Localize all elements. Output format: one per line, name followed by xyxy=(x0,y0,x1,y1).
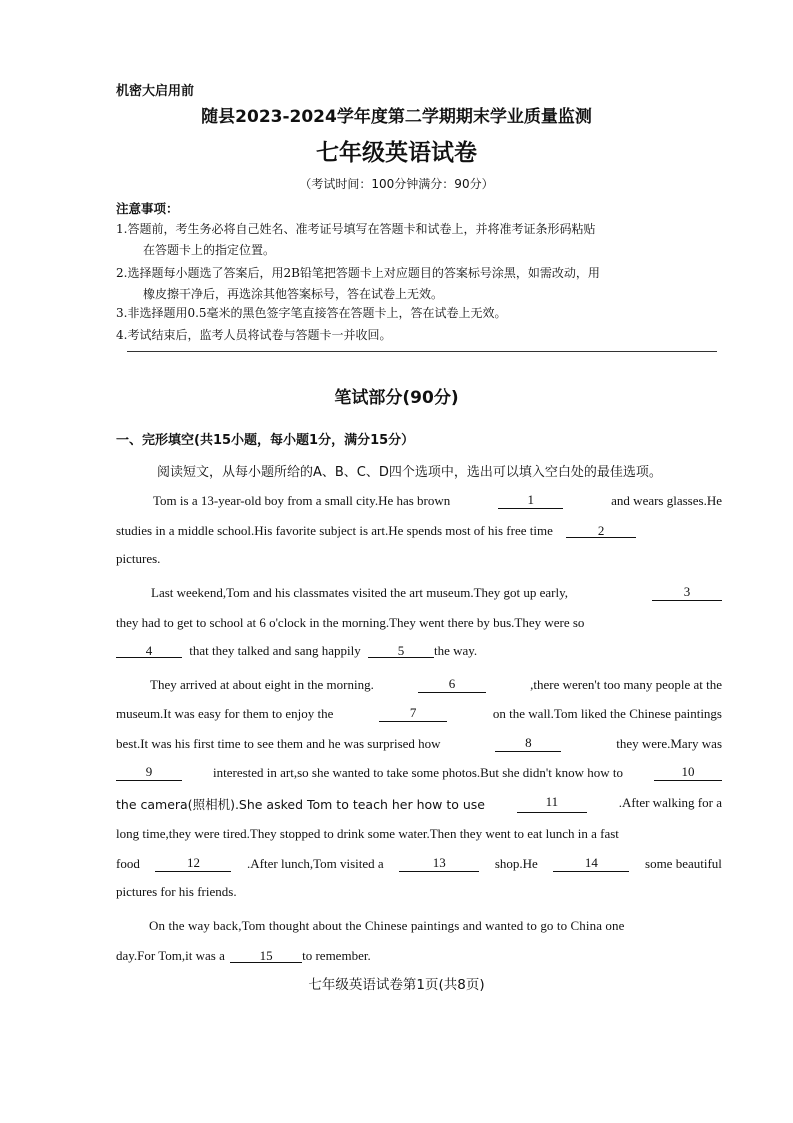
passage-line xyxy=(116,493,722,509)
passage-line xyxy=(116,523,722,539)
passage-line xyxy=(116,948,722,964)
passage-text: some beautiful xyxy=(645,856,722,871)
exam-title: 随县2023-2024学年度第二学期期末学业质量监测 xyxy=(201,107,592,127)
passage-text: studies in a middle school.His favorite subject is art.He spends most of his free time xyxy=(116,523,553,538)
passage-text: Last weekend,Tom and his classmates visited the art museum.They got up early, xyxy=(151,585,569,600)
passage-line xyxy=(116,736,722,752)
passage-text: On the way back,Tom thought about the Chinese paintings and wanted to go to China one xyxy=(149,918,625,933)
blank-13: 13 xyxy=(399,856,479,872)
blank-6: 6 xyxy=(418,677,486,693)
passage-text: pictures. xyxy=(116,551,161,566)
passage-text: to remember. xyxy=(302,948,371,963)
passage-text: they were.Mary was xyxy=(616,736,722,751)
blank-10: 10 xyxy=(654,765,722,781)
blank-11: 11 xyxy=(517,795,587,813)
passage-line xyxy=(116,795,722,813)
passage-text: the way. xyxy=(433,643,478,658)
instruction: 阅读短文，从每小题所给的A、B、C、D四个选项中，选出可以填入空白处的最佳选项。 xyxy=(157,465,662,480)
blank-1: 1 xyxy=(498,493,563,509)
blank-8: 8 xyxy=(495,736,561,752)
blank-3: 3 xyxy=(652,585,722,601)
note-item-2: 2.选择题每小题选了答案后，用2B铅笔把答题卡上对应题目的答案标号涂黑，如需改动，用 xyxy=(116,266,600,280)
note-item-1-cont: 在答题卡上的指定位置。 xyxy=(143,243,276,257)
passage-line xyxy=(116,918,722,934)
passage-line xyxy=(116,551,722,567)
passage-text: pictures for his friends. xyxy=(116,884,237,899)
passage-text: Tom is a 13-year-old boy from a small city.He has brown xyxy=(153,493,451,508)
divider-line xyxy=(127,351,717,352)
notes-title: 注意事项： xyxy=(116,201,179,216)
blank-4: 4 xyxy=(116,644,182,658)
passage-text: museum.It was easy for them to enjoy the xyxy=(116,706,334,721)
passage-text: the camera(照相机).She asked Tom to teach her how to use xyxy=(116,797,485,812)
blank-9: 9 xyxy=(116,765,182,781)
passage-text: shop.He xyxy=(494,856,538,871)
passage-text: they had to get to school at 6 o'clock in the morning.They went there by bus.They were so xyxy=(116,615,585,630)
note-item-4: 4.考试结束后，监考人员将试卷与答题卡一并收回。 xyxy=(116,328,392,342)
passage-line xyxy=(116,585,722,601)
passage-line xyxy=(116,765,722,781)
part-title: 一、完形填空(共15小题，每小题1分，满分15分） xyxy=(116,433,415,448)
passage-text: .After lunch,Tom visited a xyxy=(247,856,384,871)
passage-line xyxy=(116,706,722,722)
passage-text: and wears glasses.He xyxy=(611,493,722,508)
passage-text: day.For Tom,it was a xyxy=(116,948,225,963)
section-title: 笔试部分(90分) xyxy=(334,388,459,408)
passage-text: on the wall.Tom liked the Chinese paintings xyxy=(492,706,722,721)
blank-14: 14 xyxy=(553,856,629,872)
passage-text: food xyxy=(116,856,140,871)
passage-text: best.It was his first time to see them and he was surprised how xyxy=(116,736,441,751)
passage-line xyxy=(116,615,722,631)
passage-line xyxy=(116,643,722,659)
exam-subtitle: 七年级英语试卷 xyxy=(316,140,477,166)
exam-info: （考试时间：100分钟满分：90分） xyxy=(299,177,494,191)
blank-2: 2 xyxy=(566,524,636,538)
page-footer: 七年级英语试卷第1页(共8页) xyxy=(308,977,485,993)
passage-line xyxy=(116,677,722,693)
passage-line xyxy=(116,826,722,842)
passage-text: interested in art,so she wanted to take some photos.But she didn't know how to xyxy=(213,765,623,780)
note-item-3: 3.非选择题用0.5毫米的黑色签字笔直接答在答题卡上，答在试卷上无效。 xyxy=(116,306,507,320)
passage-line xyxy=(116,884,722,900)
note-item-1: 1.答题前，考生务必将自己姓名、准考证号填写在答题卡和试卷上，并将准考证条形码粘贴 xyxy=(116,222,596,236)
blank-15: 15 xyxy=(230,949,302,963)
passage-text: .After walking for a xyxy=(618,795,722,810)
passage-text: long time,they were tired.They stopped to drink some water.Then they went to eat lunch in a fast xyxy=(116,826,619,841)
passage-text: ,there weren't too many people at the xyxy=(530,677,722,692)
blank-5: 5 xyxy=(368,644,434,658)
blank-12: 12 xyxy=(155,856,231,872)
passage-text: that they talked and sang happily xyxy=(189,643,361,658)
note-item-2-cont: 橡皮擦干净后，再选涂其他答案标号，答在试卷上无效。 xyxy=(143,287,444,301)
passage-text: They arrived at about eight in the morning. xyxy=(150,677,374,692)
confidential-label: 机密大启用前 xyxy=(116,84,195,99)
blank-7: 7 xyxy=(379,706,447,722)
passage-line xyxy=(116,856,722,872)
